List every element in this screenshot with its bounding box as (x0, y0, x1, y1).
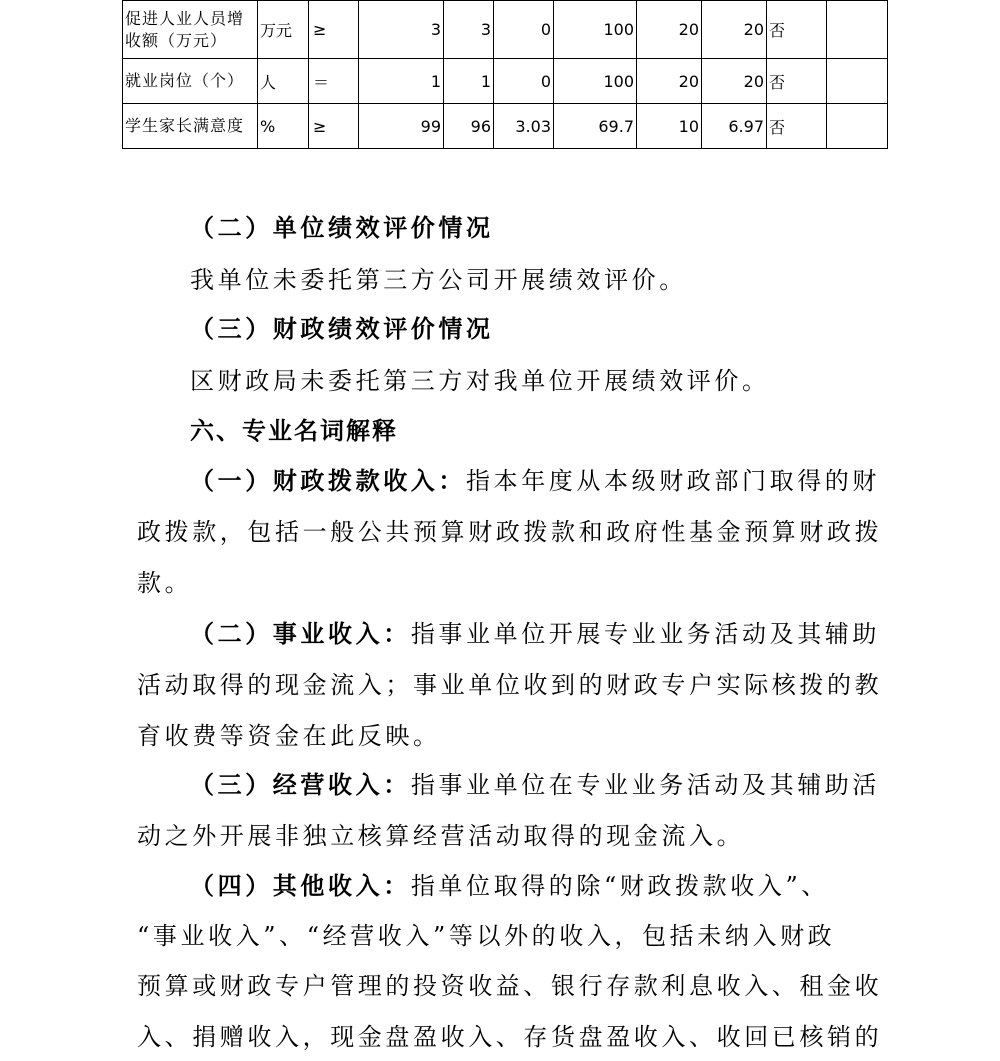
term-3-line-1 (190, 770, 880, 800)
completion-rate: 69.7 (554, 104, 637, 149)
actual-value: 96 (444, 104, 494, 149)
weight-score: 10 (637, 104, 702, 149)
actual-score: 6.97 (702, 104, 767, 149)
term-3-line-2: 动之外开展非独立核算经营活动取得的现金流入。 (137, 822, 745, 850)
section-heading-finance-evaluation: （三）财政绩效评价情况 (190, 314, 494, 343)
indicator-unit: % (258, 104, 309, 149)
term-4-label: （四）其他收入： (190, 871, 411, 900)
term-1-line-2: 政拨款，包括一般公共预算财政拨款和政府性基金预算财政拨 (137, 518, 883, 546)
flag-cell: 否 (767, 1, 827, 59)
term-1-line-1 (190, 466, 880, 496)
indicator-name: 就业岗位（个） (123, 59, 258, 104)
actual-value: 3 (444, 1, 494, 59)
deviation-value: 0 (494, 1, 554, 59)
chapter-heading-terms: 六、专业名词解释 (190, 417, 398, 445)
deviation-value: 3.03 (494, 104, 554, 149)
flag-cell: 否 (767, 104, 827, 149)
term-1-text: 指本年度从本级财政部门取得的财 (466, 467, 880, 495)
extra-cell (827, 59, 888, 104)
indicator-operator: ＝ (309, 59, 359, 104)
term-4-text: 指单位取得的除“财政拨款收入”、 (410, 872, 829, 900)
extra-cell (827, 1, 888, 59)
term-1-line-3: 款。 (137, 569, 193, 597)
term-4-line-1 (190, 871, 829, 901)
weight-score: 20 (637, 1, 702, 59)
target-value: 1 (359, 59, 444, 104)
term-2-label: （二）事业收入： (190, 619, 411, 648)
target-value: 99 (359, 104, 444, 149)
term-2-text: 指事业单位开展专业业务活动及其辅助 (410, 620, 881, 648)
table-row (123, 59, 888, 104)
indicator-name: 促进人业人员增收额（万元） (123, 1, 258, 59)
paragraph-finance-evaluation: 区财政局未委托第三方对我单位开展绩效评价。 (190, 367, 770, 395)
term-1-label: （一）财政拨款收入： (190, 466, 466, 495)
actual-score: 20 (702, 1, 767, 59)
term-4-line-3: 预算或财政专户管理的投资收益、银行存款利息收入、租金收 (137, 972, 883, 1000)
indicator-unit: 万元 (258, 1, 309, 59)
term-3-text: 指事业单位在专业业务活动及其辅助活 (410, 771, 881, 799)
weight-score: 20 (637, 59, 702, 104)
table-row (123, 1, 888, 59)
actual-score: 20 (702, 59, 767, 104)
extra-cell (827, 104, 888, 149)
indicator-unit: 人 (258, 59, 309, 104)
deviation-value: 0 (494, 59, 554, 104)
term-2-line-3: 育收费等资金在此反映。 (137, 722, 441, 750)
actual-value: 1 (444, 59, 494, 104)
term-4-line-2: “事业收入”、“经营收入”等以外的收入，包括未纳入财政 (137, 922, 836, 950)
performance-indicator-table (122, 0, 888, 149)
term-3-label: （三）经营收入： (190, 770, 411, 799)
indicator-operator: ≥ (309, 104, 359, 149)
section-heading-unit-evaluation: （二）单位绩效评价情况 (190, 213, 494, 242)
flag-cell: 否 (767, 59, 827, 104)
completion-rate: 100 (554, 59, 637, 104)
target-value: 3 (359, 1, 444, 59)
indicator-operator: ≥ (309, 1, 359, 59)
table-row (123, 104, 888, 149)
indicator-name: 学生家长满意度 (123, 104, 258, 149)
term-2-line-2: 活动取得的现金流入；事业单位收到的财政专户实际核拨的教 (137, 671, 883, 699)
completion-rate: 100 (554, 1, 637, 59)
term-4-line-4: 入、捐赠收入，现金盘盈收入、存货盘盈收入、收回已核销的 (137, 1023, 883, 1051)
term-2-line-1 (190, 619, 880, 649)
paragraph-unit-evaluation: 我单位未委托第三方公司开展绩效评价。 (190, 266, 687, 294)
